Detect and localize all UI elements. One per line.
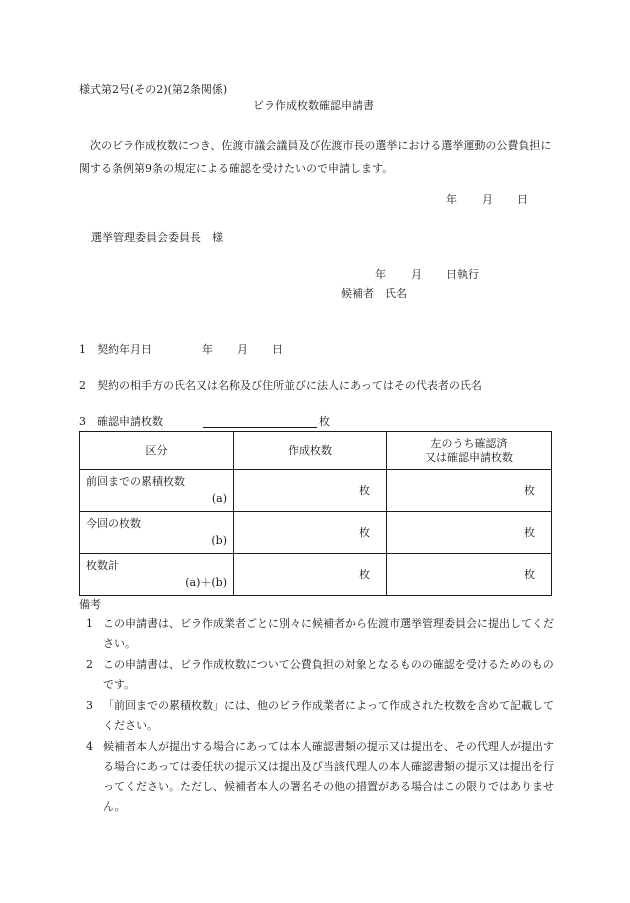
note-item — [86, 655, 554, 695]
note-item — [86, 696, 554, 736]
intro-paragraph: 次のビラ作成枚数につき、佐渡市議会議員及び佐渡市長の選挙における選挙運動の公費負担に関する条例第9条の規定による確認を受けたいので申請します。 — [79, 139, 552, 175]
table-header-row — [80, 432, 552, 470]
date-year: 年 — [446, 193, 457, 206]
header-confirmed: 左のうち確認済 又は確認申請枚数 — [387, 432, 552, 470]
note-text: 「前回までの累積枚数」には、他のビラ作成業者によって作成された枚数を含めて記載してください。 — [103, 699, 554, 732]
contract-day: 日 — [272, 343, 283, 356]
note-item — [86, 737, 554, 817]
unit-label: 枚 — [524, 526, 535, 539]
note-text: この申請書は、ビラ作成枚数について公費負担の対象となるものの確認を受けるためのものです。 — [103, 658, 554, 691]
header-category: 区分 — [80, 432, 234, 470]
note-number: 3 — [86, 699, 93, 712]
document-title: ビラ作成枚数確認申請書 — [253, 99, 374, 112]
election-day: 日執行 — [446, 268, 479, 281]
requested-count-unit: 枚 — [319, 415, 330, 428]
note-text: 候補者本人が提出する場合にあっては本人確認書類の提示又は提出を、その代理人が提出する場合にあっては委任状の提示又は提出及び当該代理人の本人確認書類の提示又は提出を行ってください。ただし、候補者本人の署名その他の措置がある場合はこの限りではありません。 — [103, 740, 554, 813]
contract-date-label: 1 契約年月日 — [79, 343, 152, 356]
header-produced: 作成枚数 — [234, 432, 387, 470]
note-text: この申請書は、ビラ作成業者ごとに別々に候補者から佐渡市選挙管理委員会に提出してください。 — [103, 617, 554, 650]
requested-count-underline — [203, 427, 317, 428]
row-sub: (a)＋(b) — [185, 576, 227, 589]
form-id: 様式第2号(その2)(第2条関係) — [79, 83, 228, 96]
election-year: 年 — [375, 268, 386, 281]
unit-label: 枚 — [524, 568, 535, 581]
note-number: 1 — [86, 617, 93, 630]
row-label: 前回までの累積枚数 — [86, 475, 185, 488]
row-label-cell — [80, 470, 234, 512]
table-row — [80, 470, 552, 512]
note-item — [86, 614, 554, 654]
confirmed-cell — [387, 512, 552, 554]
requested-count-label: 3 確認申請枚数 — [79, 415, 163, 428]
produced-cell — [234, 512, 387, 554]
counterparty-label: 2 契約の相手方の氏名又は名称及び住所並びに法人にあってはその代表者の氏名 — [79, 379, 482, 392]
produced-cell — [234, 554, 387, 596]
note-number: 4 — [86, 740, 93, 753]
confirmed-cell — [387, 470, 552, 512]
unit-label: 枚 — [359, 568, 370, 581]
contract-year: 年 — [202, 343, 213, 356]
row-sub: (b) — [211, 534, 227, 547]
date-day: 日 — [517, 193, 528, 206]
produced-cell — [234, 470, 387, 512]
candidate-name-label: 候補者 氏名 — [341, 287, 407, 300]
unit-label: 枚 — [359, 526, 370, 539]
note-number: 2 — [86, 658, 93, 671]
row-label-cell — [80, 554, 234, 596]
date-month: 月 — [482, 193, 493, 206]
row-sub: (a) — [211, 492, 227, 505]
row-label-cell — [80, 512, 234, 554]
table-row — [80, 554, 552, 596]
row-label: 今回の枚数 — [86, 517, 141, 530]
election-month: 月 — [411, 268, 422, 281]
table-row — [80, 512, 552, 554]
unit-label: 枚 — [359, 484, 370, 497]
row-label: 枚数計 — [86, 559, 119, 572]
confirmed-cell — [387, 554, 552, 596]
notes-heading: 備考 — [79, 598, 101, 611]
unit-label: 枚 — [524, 484, 535, 497]
addressee: 選挙管理委員会委員長 様 — [91, 231, 223, 244]
count-table — [79, 431, 552, 596]
contract-month: 月 — [237, 343, 248, 356]
